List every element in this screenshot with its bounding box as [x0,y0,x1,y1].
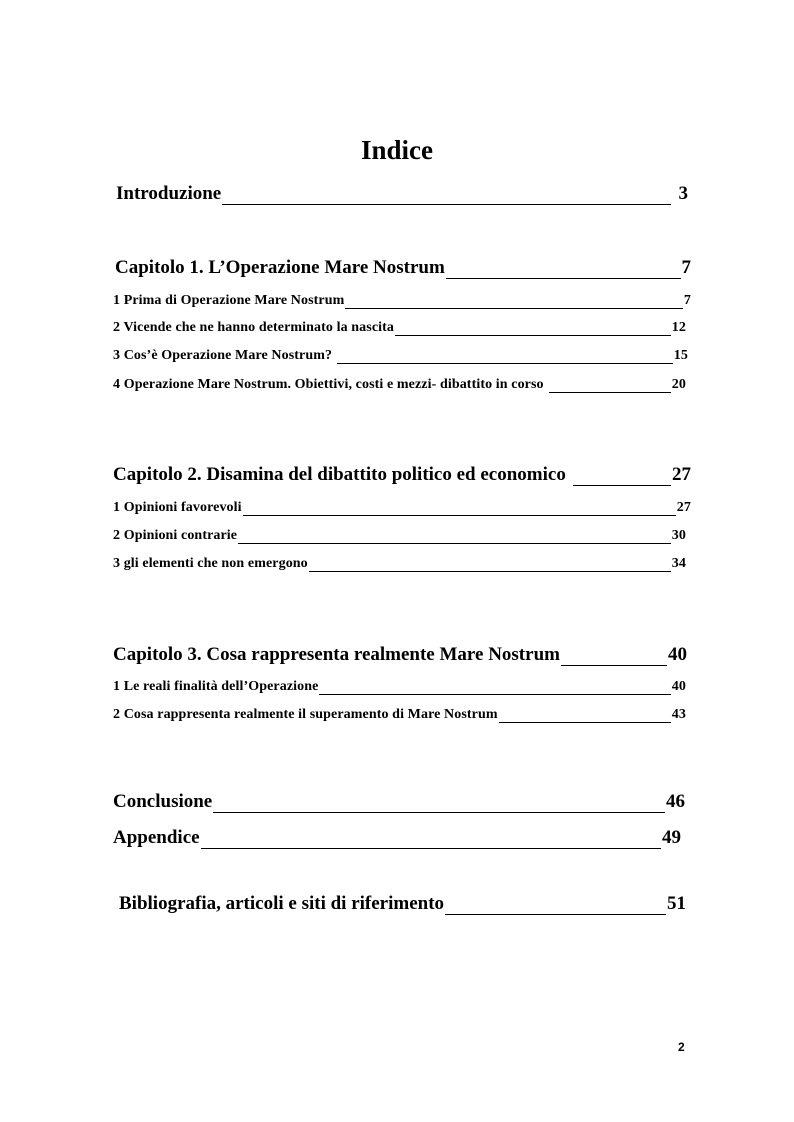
toc-entry-section-2-3[interactable] [113,556,686,576]
toc-leader-line [549,392,671,393]
toc-entry-page: 20 [671,377,686,392]
toc-leader-line [446,278,681,279]
toc-leader-line [222,204,670,205]
toc-entry-page: 43 [671,707,686,722]
toc-leader-line [573,485,671,486]
toc-entry-label: 2 Opinioni contrarie [113,528,238,543]
toc-entry-page: 40 [671,679,686,694]
toc-entry-label: 1 Le reali finalità dell’Operazione [113,679,319,694]
toc-entry-page: 49 [662,827,681,848]
toc-leader-line [345,308,683,309]
toc-entry-chapter-1[interactable] [115,257,691,283]
toc-entry-label: Capitolo 1. L’Operazione Mare Nostrum [115,257,445,278]
toc-entry-label: Capitolo 3. Cosa rappresenta realmente Mare Nostrum [113,644,560,665]
toc-entry-page: 7 [681,257,691,278]
toc-entry-label: Conclusione [113,791,213,812]
toc-leader-line [319,694,670,695]
toc-entry-label: 2 Cosa rappresenta realmente il superamento di Mare Nostrum [113,707,498,722]
toc-entry-label: Appendice [113,827,200,848]
toc-leader-line [395,335,671,336]
toc-entry-label: 4 Operazione Mare Nostrum. Obiettivi, costi e mezzi- dibattito in corso [113,377,544,392]
toc-entry-label: Introduzione [116,183,222,204]
toc-entry-section-1-4[interactable] [113,377,686,397]
toc-leader-line [213,812,665,813]
toc-leader-line [561,665,667,666]
toc-entry-page: 7 [683,293,691,308]
toc-entry-section-1-3[interactable] [113,348,688,368]
toc-entry-label: Capitolo 2. Disamina del dibattito politico ed economico [113,464,566,485]
page-number: 2 [678,1040,685,1054]
toc-entry-label: 3 Cos’è Operazione Mare Nostrum? [113,348,333,363]
toc-entry-section-2-1[interactable] [113,500,691,520]
toc-entry-section-1-2[interactable] [113,320,686,340]
toc-entry-section-3-2[interactable] [113,707,686,727]
toc-entry-appendix[interactable] [113,827,681,853]
toc-entry-chapter-3[interactable] [113,644,687,670]
toc-entry-page: 34 [671,556,686,571]
toc-entry-page: 27 [672,464,691,485]
toc-entry-page: 3 [678,183,688,204]
toc-entry-page: 15 [673,348,688,363]
toc-entry-label: 1 Prima di Operazione Mare Nostrum [113,293,345,308]
toc-entry-page: 27 [676,500,691,515]
toc-entry-page: 51 [667,893,686,914]
toc-leader-line [445,914,666,915]
toc-entry-label: Bibliografia, articoli e siti di riferimento [119,893,445,914]
toc-leader-line [243,515,676,516]
toc-entry-page: 46 [666,791,685,812]
toc-leader-line [238,543,671,544]
toc-leader-line [337,363,673,364]
toc-entry-section-1-1[interactable] [113,293,691,313]
toc-entry-section-3-1[interactable] [113,679,686,699]
toc-entry-chapter-2[interactable] [113,464,691,490]
toc-entry-label: 3 gli elementi che non emergono [113,556,308,571]
page-title: Indice [360,135,433,165]
toc-entry-page: 30 [671,528,686,543]
toc-leader-line [201,848,661,849]
toc-entry-bibliography[interactable] [119,893,686,919]
toc-entry-label: 2 Vicende che ne hanno determinato la nascita [113,320,394,335]
toc-entry-introduction[interactable] [116,183,688,209]
toc-entry-section-2-2[interactable] [113,528,686,548]
toc-entry-conclusion[interactable] [113,791,685,817]
toc-leader-line [309,571,671,572]
toc-entry-label: 1 Opinioni favorevoli [113,500,242,515]
toc-entry-page: 40 [668,644,687,665]
toc-leader-line [499,722,671,723]
toc-entry-page: 12 [671,320,686,335]
